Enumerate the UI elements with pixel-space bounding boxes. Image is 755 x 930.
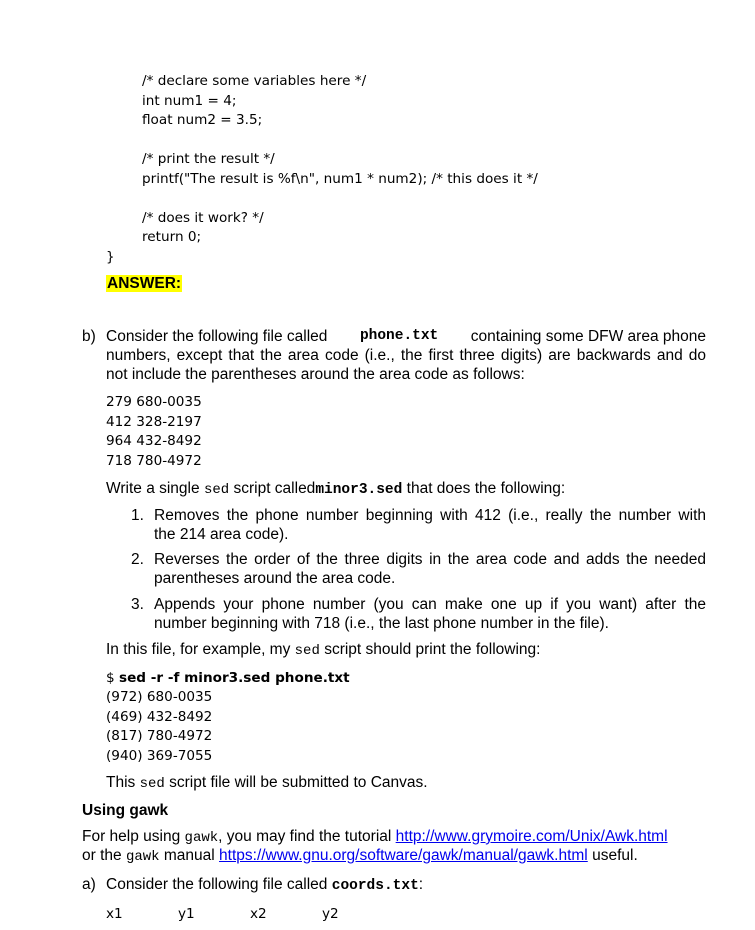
code-closing-brace: }	[106, 249, 115, 265]
gawk-help-text-b: , you may find the tutorial	[218, 828, 392, 845]
part-b-line-1-a: Consider the following file called	[106, 328, 328, 345]
code-line-int: int num1 = 4;	[142, 93, 237, 109]
sed-word: sed	[139, 776, 165, 792]
write-text-c: that does the following:	[406, 480, 566, 497]
column-header-y2: y2	[322, 906, 339, 922]
phone-entry-1: 279 680-0035	[106, 394, 202, 410]
output-line-3: (817) 780-4972	[106, 728, 213, 744]
minor3-filename: minor3.sed	[315, 482, 403, 498]
output-line-4: (940) 369-7055	[106, 748, 213, 764]
phone-entry-3: 964 432-8492	[106, 433, 202, 449]
write-text-a: Write a single	[106, 480, 200, 497]
coords-txt-filename: coords.txt	[331, 878, 419, 894]
column-header-y1: y1	[178, 906, 195, 922]
answer-highlight: ANSWER:	[107, 275, 182, 292]
gawk-help-text-c: or the	[82, 847, 122, 864]
code-line-float: float num2 = 3.5;	[142, 112, 263, 128]
part-a-text: Consider the following file called	[106, 876, 328, 893]
sed-word: sed	[294, 643, 320, 659]
code-line-printf: printf("The result is %f\n", num1 * num2); /* this does it */	[142, 171, 538, 187]
submit-note	[106, 773, 428, 794]
example-text-b: script should print the following:	[324, 641, 541, 658]
gnu-gawk-manual-link[interactable]: https://www.gnu.org/software/gawk/manual/gawk.html	[219, 847, 588, 864]
gawk-help-line-1	[82, 827, 668, 848]
phone-txt-filename: phone.txt	[359, 328, 439, 344]
code-line-comment-declare: /* declare some variables here */	[142, 73, 367, 89]
part-a-intro	[106, 875, 423, 896]
list-item-2-number: 2.	[131, 551, 144, 568]
part-b-line-3: not include the parentheses around the area code as follows:	[106, 366, 525, 383]
write-sed-instruction	[106, 479, 565, 500]
sed-word: sed	[203, 482, 230, 498]
code-line-return: return 0;	[142, 229, 202, 245]
part-a-marker: a)	[82, 876, 96, 893]
example-intro	[106, 640, 540, 661]
list-item-1-line-2: the 214 area code).	[154, 526, 289, 543]
gawk-help-line-2	[82, 846, 638, 867]
list-item-3-line-2: number beginning with 718 (i.e., the last phone number in the file).	[154, 615, 609, 632]
part-b-line-2: numbers, except that the area code (i.e., the first three digits) are backwards and do	[106, 347, 706, 364]
example-text-a: In this file, for example, my	[106, 641, 291, 658]
write-text-b: script called	[233, 480, 316, 497]
column-header-x2: x2	[250, 906, 267, 922]
list-item-3-number: 3.	[131, 596, 144, 613]
part-b-line-1	[106, 327, 706, 346]
part-a-colon: :	[418, 876, 424, 893]
gawk-help-text-e: useful.	[592, 847, 638, 864]
list-item-1-line-1: Removes the phone number beginning with 412 (i.e., really the number with	[154, 507, 706, 524]
code-line-comment-works: /* does it work? */	[142, 210, 264, 226]
grymoire-link[interactable]: http://www.grymoire.com/Unix/Awk.html	[395, 828, 668, 845]
column-header-x1: x1	[106, 906, 123, 922]
gawk-word: gawk	[125, 849, 160, 865]
gawk-word: gawk	[184, 830, 219, 846]
section-heading-gawk: Using gawk	[82, 802, 169, 819]
list-item-3-line-1: Appends your phone number (you can make one up if you want) after the	[154, 596, 706, 613]
shell-prompt: $	[106, 670, 119, 686]
gawk-help-text-d: manual	[163, 847, 215, 864]
list-item-2-line-2: parentheses around the area code.	[154, 570, 396, 587]
submit-text-b: script file will be submitted to Canvas.	[169, 774, 428, 791]
submit-text-a: This	[106, 774, 136, 791]
output-line-1: (972) 680-0035	[106, 689, 213, 705]
phone-entry-4: 718 780-4972	[106, 453, 202, 469]
phone-entry-2: 412 328-2197	[106, 414, 202, 430]
sed-command: sed -r -f minor3.sed phone.txt	[118, 670, 350, 686]
list-item-2-line-1: Reverses the order of the three digits in the area code and adds the needed	[154, 551, 706, 568]
part-b-marker: b)	[82, 328, 96, 345]
sed-command-line	[106, 669, 350, 688]
part-b-line-1-b: containing some DFW area phone	[470, 328, 706, 345]
answer-label	[106, 274, 182, 293]
code-line-comment-print: /* print the result */	[142, 151, 275, 167]
output-line-2: (469) 432-8492	[106, 709, 213, 725]
list-item-1-number: 1.	[131, 507, 144, 524]
gawk-help-text-a: For help using	[82, 828, 181, 845]
